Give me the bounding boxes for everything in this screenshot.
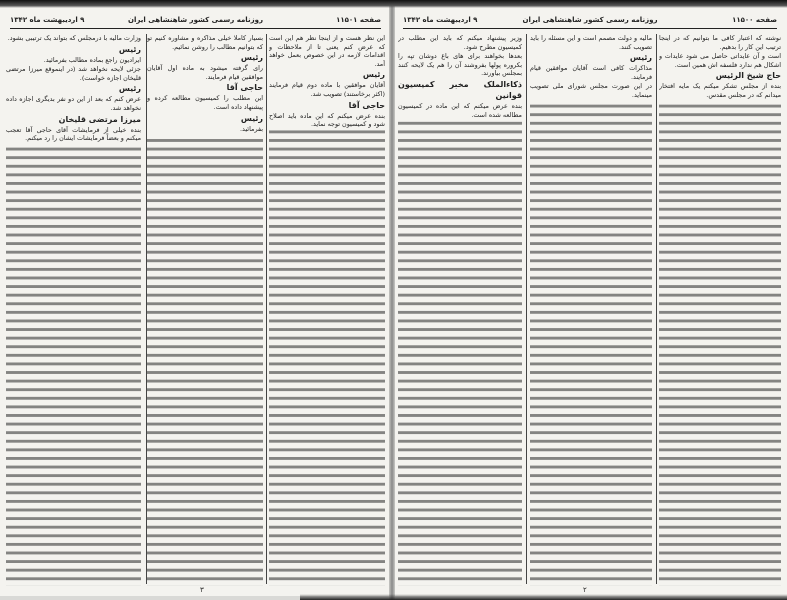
column-2: [147, 34, 263, 586]
column-divider: [526, 34, 527, 584]
issue-date: ۹ اردیبهشت ماه ۱۳۴۲: [10, 16, 85, 24]
paragraph: در این صورت مجلس شورای ملی تصویب مینماید.: [530, 82, 652, 99]
paragraph: مالیه و دولت مصمم است و این مسئله را باید تصویب کنند.: [530, 34, 652, 51]
speaker-name: رئیس: [269, 69, 385, 81]
speaker-name: رئیس: [147, 52, 263, 64]
newspaper-title: روزنامه رسمی کشور شاهنشاهی ایران: [522, 16, 658, 24]
column-1: [659, 34, 781, 586]
speaker-name: رئیس: [6, 44, 141, 56]
paragraph: جزئی لایحه نخواهد شد (در اینموقع میرزا مرتضی قلیخان اجازه خواست).: [6, 65, 141, 82]
paragraph: بعدها بخواهند برای های باغ دوشان تپه را بکروره پولها بفروشند آن را هم یک لایحه کنند بمجلس بیاورند.: [398, 52, 522, 78]
right-page: [393, 6, 787, 596]
issue-date: ۹ اردیبهشت ماه ۱۳۴۲: [403, 16, 478, 24]
speaker-name: حاجی آقا: [269, 100, 385, 112]
paragraph: مذاکرات کافی است آقایان موافقین قیام فرمایند.: [530, 64, 652, 81]
paragraph: بسیار کاملا خیلی مذاکره و مشاوره کنیم تو که بتوانیم مطالب را روشن نمائیم.: [147, 34, 263, 51]
paragraph: بفرمائید.: [147, 125, 263, 135]
paragraph: بنده از مجلس تشکر میکنم یک مایه افتخار میدانم که در مجلس مقدس.: [659, 82, 781, 99]
paragraph: بنده عرض میکنم که این ماده باید اصلاح شود و کمیسیون توجه نماید.: [269, 111, 385, 129]
left-page: [0, 6, 391, 596]
page-fold: [389, 0, 395, 600]
scan-edge: [300, 594, 787, 600]
paragraph: وزیر پیشنهاد میکنم که باید این مطلب در کمیسیون مطرح شود.: [398, 34, 522, 51]
column-divider: [146, 34, 147, 584]
paragraph: عرض کنم که بعد از این دو نفر بدیگری اجازه داده نخواهد شد.: [6, 95, 141, 112]
newspaper-title: روزنامه رسمی کشور شاهنشاهی ایران: [128, 16, 263, 24]
folio-number: ۳: [200, 586, 204, 594]
speaker-name: رئیس: [530, 52, 652, 64]
page-header: [403, 14, 777, 29]
column-divider: [266, 34, 267, 584]
folio-number: ۲: [583, 586, 587, 594]
speaker-name: حاج شیخ الرئیس: [659, 70, 781, 82]
paragraph: آقایان موافقین با ماده دوم قیام فرمایند (اکثر برخاستند) تصویب شد.: [269, 81, 385, 98]
column-3: [6, 34, 141, 586]
speaker-name: رئیس: [6, 83, 141, 95]
paragraph: بنده عرض میکنم که این ماده در کمیسیون مطالعه شده است.: [398, 101, 522, 119]
speaker-name: میرزا مرتضی قلیخان: [6, 114, 141, 126]
column-1: [269, 34, 385, 586]
paragraph: است و آن عایداتی حاصل می شود عایدات و اشکال هم ندارد فلسفه اش همین است.: [659, 52, 781, 69]
paragraph: ایرادیون راجع بماده مطالب بفرمائید.: [6, 56, 141, 66]
page-number: صفحه ۱۱۵۰۱: [336, 16, 381, 24]
page-number: صفحه ۱۱۵۰۰: [732, 16, 777, 24]
speaker-name: رئیس: [147, 113, 263, 125]
page-header: [10, 14, 381, 29]
paragraph: این نظر هست و از اینجا نظر هم این است که عرض کنم یعنی تا از ملاحظات و اقدامات لازمه در این خصوص بعمل خواهد آمد.: [269, 34, 385, 68]
column-3: [398, 34, 522, 586]
speaker-name: حاجی آقا: [147, 82, 263, 94]
paragraph: بنده خیلی از فرمایشات آقای حاجی آقا تعجب میکنم و بعضاً فرمایشات ایشان را رد میکنم.: [6, 125, 141, 143]
scan-edge: [0, 0, 787, 8]
paragraph: این مطلب را کمیسیون مطالعه کرده و پیشنهاد داده است.: [147, 94, 263, 111]
paragraph: وزارت مالیه با درمجلس که بتواند یک ترتیبی بشود.: [7, 34, 141, 42]
paragraph: نوشته که اعتبار کافی ما بتوانیم که در اینجا ترتیب این کار را بدهیم.: [659, 34, 781, 51]
column-divider: [656, 34, 657, 584]
column-2: [530, 34, 652, 586]
paragraph: رای گرفته میشود به ماده اول آقایان موافقین قیام فرمایند.: [147, 64, 263, 81]
speaker-name: ذکاءالملک مخبر کمیسیون قوانین: [398, 79, 522, 100]
